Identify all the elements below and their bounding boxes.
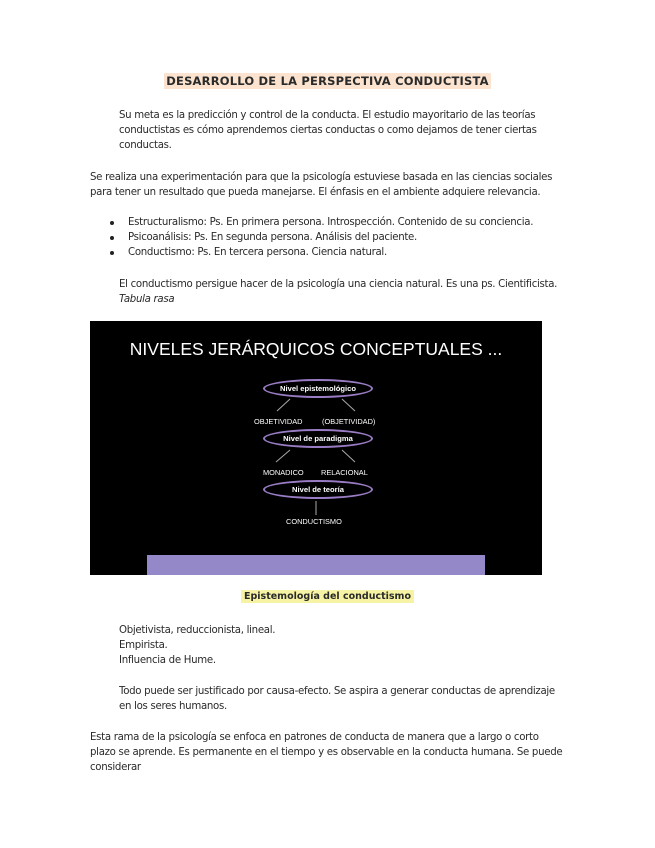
slide-title: NIVELES JERÁRQUICOS CONCEPTUALES ... [129, 339, 503, 359]
section-subtitle: Epistemología del conductismo [0, 591, 655, 602]
paragraph-goal: Su meta es la predicción y control de la conducta. El estudio mayoritario de las teorías conductistas es cómo aprendemos ciertas conductas o como dejamos de tener ciertas conductas. [119, 110, 537, 152]
connector-line [276, 450, 290, 462]
connector-line [277, 399, 290, 411]
list-item: Estructuralismo: Ps. En primera persona. Introspección. Contenido de su conciencia. [90, 215, 570, 230]
diagram-connectors [90, 321, 542, 575]
line-item: Influencia de Hume. [119, 655, 216, 667]
slide-image [90, 321, 542, 575]
list-item: Conductismo: Ps. En tercera persona. Ciencia natural. [90, 245, 570, 260]
label-relational: RELACIONAL [321, 468, 368, 477]
paragraph-natural-science: El conductismo persigue hacer de la psicología una ciencia natural. Es una ps. Cientificista. Tabula rasa [119, 279, 558, 306]
label-behaviorism: CONDUCTISMO [286, 517, 342, 526]
paragraph-behavior-patterns: Esta rama de la psicología se enfoca en patrones de conducta de manera que a largo o corto plazo se aprende. Es permanente en el tiempo y es observable en la conducta humana. Se puede considerar [90, 732, 563, 774]
epistemology-lines [119, 623, 574, 669]
connector-line [342, 399, 355, 411]
line-item: Empirista. [119, 640, 168, 652]
page-title: DESARROLLO DE LA PERSPECTIVA CONDUCTISTA [166, 74, 489, 88]
approaches-list [90, 215, 570, 261]
label-objectivity-parenthetical: (OBJETIVIDAD) [322, 417, 376, 426]
node-paradigm-level: Nivel de paradigma [263, 429, 373, 448]
paragraph-causation: Todo puede ser justificado por causa-efecto. Se aspira a generar conductas de aprendizaje en los seres humanos. [119, 686, 555, 713]
list-item: Psicoanálisis: Ps. En segunda persona. Análisis del paciente. [90, 230, 570, 245]
line-item: Objetivista, reduccionista, lineal. [119, 625, 276, 636]
paragraph-experimentation: Se realiza una experimentación para que la psicología estuviese basada en las ciencias sociales para tener un resultado que pueda manejarse. El énfasis en el ambiente adquiere relevancia. [90, 172, 553, 199]
label-monadic: MONADICO [263, 468, 304, 477]
connector-line [342, 450, 355, 462]
label-objectivity: OBJETIVIDAD [254, 417, 303, 426]
node-theory-level: Nivel de teoría [263, 480, 373, 499]
node-epistemological-level: Nivel epistemológico [263, 379, 373, 398]
slide-footer-bar [147, 555, 485, 575]
